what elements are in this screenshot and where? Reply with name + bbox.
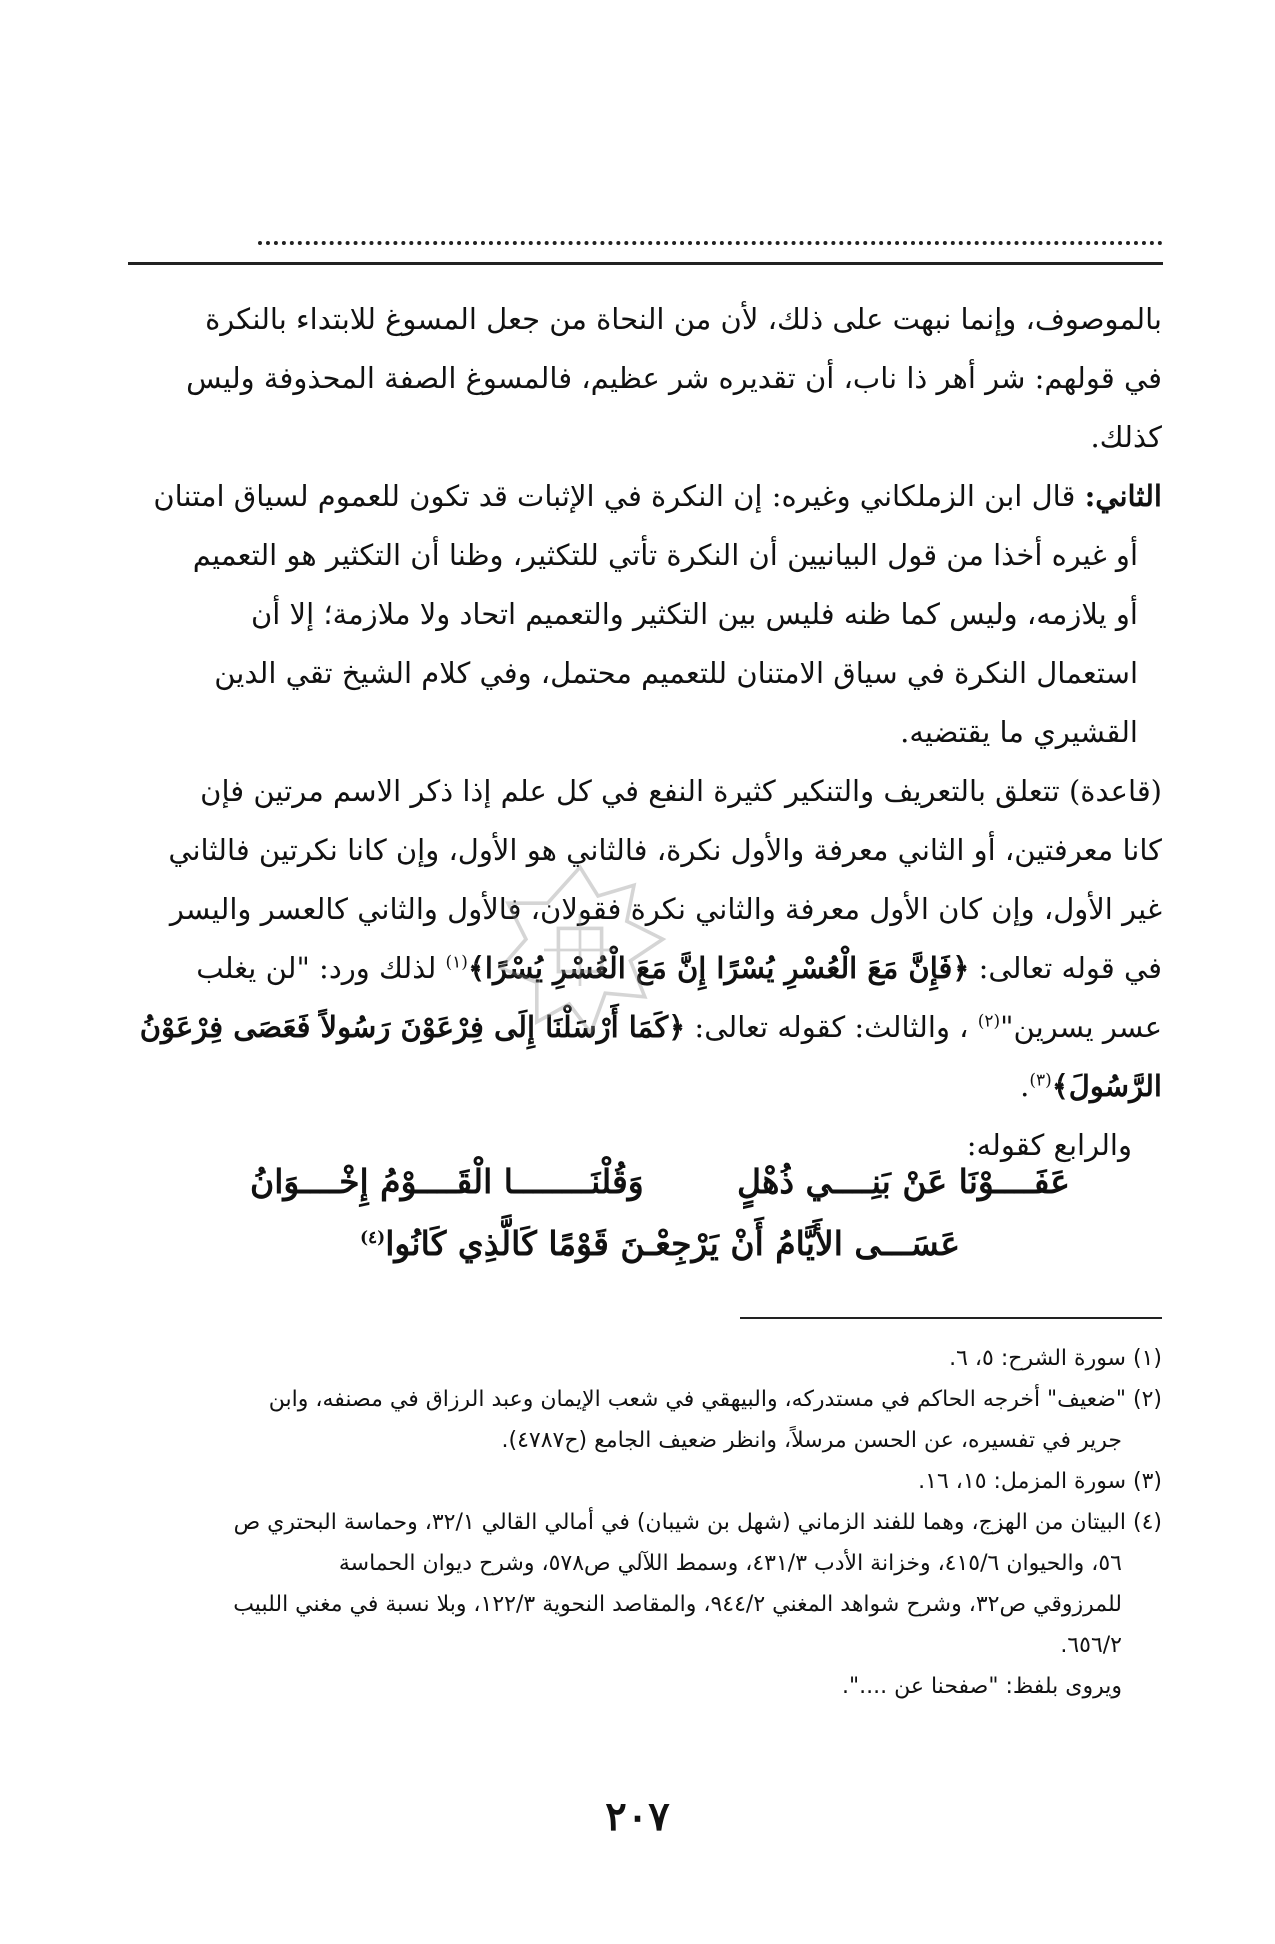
footnote-4-cont: ٦٥٦/٢. <box>1060 1633 1122 1658</box>
poem-line-2 <box>250 1212 1070 1274</box>
footnote-4-cont: للمرزوقي ص٣٢، وشرح شواهد المغني ٩٤٤/٢، والمقاصد النحوية ١٢٢/٣، وبلا نسبة في مغني اللبيب <box>233 1592 1122 1617</box>
text-line: ، والثالث: كقوله تعالى: <box>694 1010 969 1044</box>
text-line: كذلك. <box>1090 420 1162 454</box>
footnote-4-cont: ٥٦، والحيوان ٤١٥/٦، وخزانة الأدب ٤٣١/٣، وسمط اللآلي ص٥٧٨، وشرح ديوان الحماسة <box>338 1551 1122 1576</box>
paragraph-1 <box>118 290 1162 467</box>
header-dotted-rule <box>258 241 1163 245</box>
footnote-4-variant: ويروى بلفظ: "صفحنا عن ....". <box>842 1674 1122 1699</box>
text-line: بالموصوف، وإنما نبهت على ذلك، لأن من النحاة من جعل المسوغ للابتداء بالنكرة <box>205 302 1162 336</box>
footnote-ref: (١) <box>445 952 468 973</box>
text-line: كانا معرفتين، أو الثاني معرفة والأول نكرة، فالثاني هو الأول، وإن كانا نكرتين فالثاني <box>168 833 1162 867</box>
quran-verse: ﴿كَمَا أَرْسَلْنَا إِلَى فِرْعَوْنَ رَسُولاً فَعَصَى فِرْعَوْنُ <box>139 1010 686 1044</box>
footnote-2: (٢) "ضعيف" أخرجه الحاكم في مستدركه، والبيهقي في شعب الإيمان وعبد الرزاق في مصنفه، وابن <box>268 1387 1162 1412</box>
text-line: غير الأول، وإن كان الأول معرفة والثاني نكرة فقولان، فالأول والثاني كالعسر واليسر <box>169 892 1162 926</box>
text-line: (قاعدة) تتعلق بالتعريف والتنكير كثيرة النفع في كل علم إذا ذكر الاسم مرتين فإن <box>200 774 1162 808</box>
footnotes <box>118 1338 1162 1707</box>
text-line: قال ابن الزملكاني وغيره: إن النكرة في الإثبات قد تكون للعموم لسياق امتنان <box>153 479 1076 513</box>
library-seal-watermark <box>490 860 670 1040</box>
footnote-3: (٣) سورة المزمل: ١٥، ١٦. <box>918 1469 1162 1494</box>
quran-verse: ﴿فَإِنَّ مَعَ الْعُسْرِ يُسْرًا إِنَّ مَعَ الْعُسْرِ يُسْرًا﴾ <box>467 951 970 985</box>
footnote-4: (٤) البيتان من الهزج، وهما للفند الزماني (شهل بن شيبان) في أمالي القالي ٣٢/١، وحماسة البحتري ص <box>233 1510 1162 1535</box>
text-line: أو يلازمه، وليس كما ظنه فليس بين التكثير والتعميم اتحاد ولا ملازمة؛ إلا أن <box>250 597 1138 631</box>
paragraph-2 <box>118 467 1162 762</box>
quran-verse-end: الرَّسُولَ﴾ <box>1051 1069 1162 1103</box>
poem-hemistich: عَسَـــى الأَيَّامُ أَنْ يَرْجِعْـنَ قَوْمًا كَالَّذِي كَانُوا <box>385 1223 961 1263</box>
text-line: القشيري ما يقتضيه. <box>900 715 1138 749</box>
poem <box>250 1150 1070 1274</box>
text-line: أو غيره أخذا من قول البيانيين أن النكرة تأتي للتكثير، وظنا أن التكثير هو التعميم <box>192 538 1138 572</box>
poem-line-1 <box>250 1150 1070 1212</box>
footnote-ref: (٤) <box>359 1227 386 1248</box>
text-line: في قولهم: شر أهر ذا ناب، أن تقديره شر عظيم، فالمسوغ الصفة المحذوفة وليس <box>186 361 1162 395</box>
header-rule <box>128 262 1163 265</box>
poem-hemistich-first: عَفَــــوْنَا عَنْ بَنِــــي ذُهْلٍ <box>736 1161 1070 1201</box>
page-number: ٢٠٧ <box>605 1793 670 1840</box>
text-line: استعمال النكرة في سياق الامتنان للتعميم محتمل، وفي كلام الشيخ تقي الدين <box>214 656 1138 690</box>
text-line: في قوله تعالى: <box>978 951 1162 985</box>
text-line: عسر يسرين" <box>1000 1010 1162 1044</box>
paragraph-lead: الثاني: <box>1084 479 1162 513</box>
footnote-separator <box>740 1317 1162 1319</box>
paragraph-3: (قاعدة) تتعلق بالتعريف والتنكير كثيرة النفع في كل علم إذا ذكر الاسم مرتين فإن كانا معرفتين، أو الثاني معرفة والأول نكرة، فالثاني هو الأول، وإن كانا نكرتين فالثاني غير الأول، وإن كان الأول معرفة والثاني نكرة فقولان، فالأول والثاني كالعسر واليسر في قوله تعالى: ﴿فَإِنَّ مَعَ الْعُسْرِ يُسْرًا إِنَّ مَعَ الْعُسْرِ يُسْرًا﴾$^{(١)}$ لذلك ورد: "لن يغلب عسر يسرين"$^{(٢)}$ ، والثالث: كقوله تعالى: ﴿كَمَا أَرْسَلْنَا إِلَى فِرْعَوْنَ رَسُولاً فَعَصَى فِرْعَوْنُ الرَّسُولَ﴾$^{(٣)}$. <box>139 774 1162 1103</box>
main-text <box>118 290 1162 1175</box>
verse-intro: والرابع كقوله: <box>966 1128 1132 1162</box>
footnote-1: (١) سورة الشرح: ٥، ٦. <box>949 1346 1162 1371</box>
footnote-2-cont: جرير في تفسيره، عن الحسن مرسلاً، وانظر ضعيف الجامع (ح٤٧٨٧). <box>501 1428 1122 1453</box>
poem-hemistich-second: وَقُلْنَــــــــا الْقَــــوْمُ إِخْــــوَانُ <box>250 1161 644 1201</box>
text-line: لذلك ورد: "لن يغلب <box>196 951 437 985</box>
footnote-ref: (٢) <box>977 1011 1001 1032</box>
footnote-ref: (٣) <box>1029 1070 1052 1091</box>
